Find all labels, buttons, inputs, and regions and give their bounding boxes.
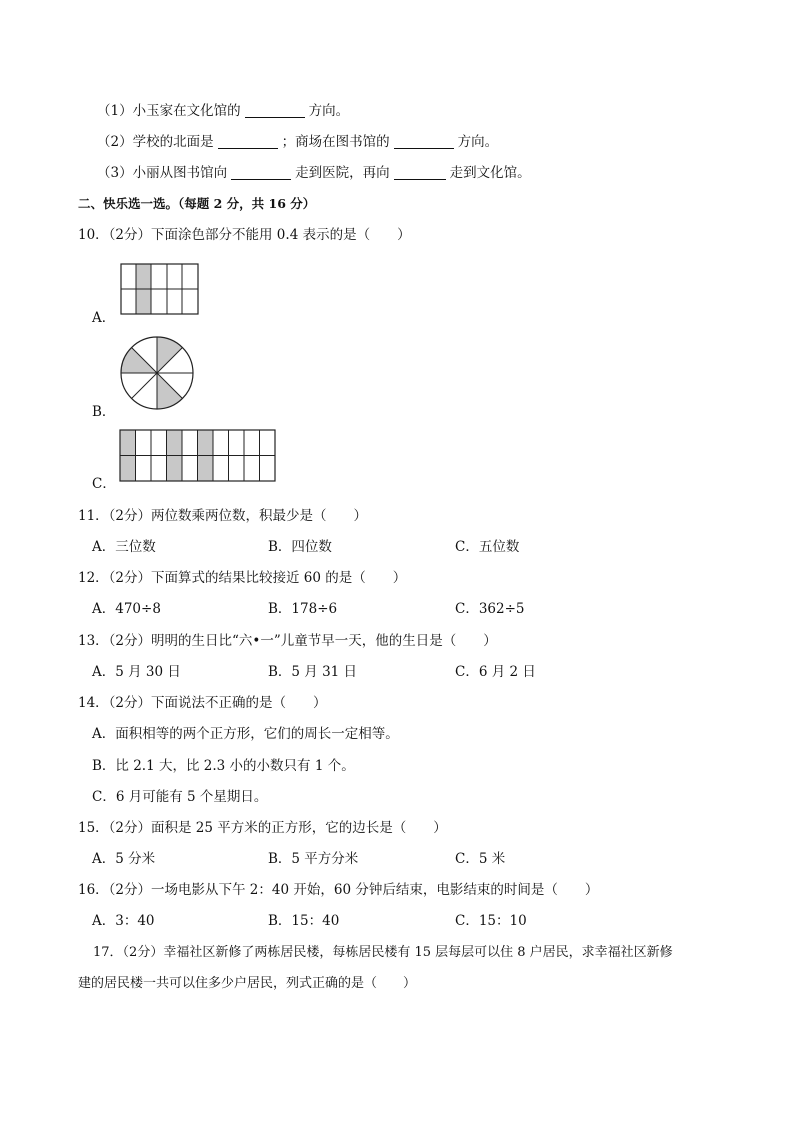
q13-option-b[interactable]: B．5 月 31 日 — [268, 664, 358, 680]
q15-option-a[interactable]: A．5 分米 — [92, 851, 156, 867]
q11-stem: 11．（2分）两位数乘两位数，积最少是（ ） — [78, 508, 368, 524]
answer-blank[interactable] — [231, 165, 291, 180]
answer-blank[interactable] — [394, 165, 446, 180]
q16-option-c[interactable]: C．15：10 — [455, 913, 527, 929]
q9-part-3-post: 走到文化馆。 — [449, 165, 531, 181]
q9-part-2-post: 方向。 — [457, 134, 499, 150]
q12-stem: 12．（2分）下面算式的结果比较接近 60 的是（ ） — [78, 570, 407, 586]
q13-option-a[interactable]: A．5 月 30 日 — [92, 664, 181, 680]
q12-option-b[interactable]: B．178÷6 — [268, 601, 338, 617]
q10-option-a-label[interactable]: A． — [92, 310, 116, 326]
q9-part-2-pre: （2）学校的北面是 — [97, 134, 214, 150]
answer-blank[interactable] — [245, 103, 305, 118]
q9-part-3-pre: （3）小丽从图书馆向 — [97, 165, 228, 181]
q10-option-b-label[interactable]: B． — [92, 404, 116, 420]
q13-option-c[interactable]: C．6 月 2 日 — [455, 664, 536, 680]
q15-stem: 15．（2分）面积是 25 平方米的正方形，它的边长是（ ） — [78, 820, 447, 836]
shaded-sector — [157, 337, 182, 373]
q12-option-a[interactable]: A．470÷8 — [92, 601, 161, 617]
q11-option-c[interactable]: C．五位数 — [455, 539, 520, 555]
section-2-title: 二、快乐选一选。（每题 2 分，共 16 分） — [78, 196, 316, 211]
q11-option-a[interactable]: A．三位数 — [92, 539, 156, 555]
q16-stem: 16．（2分）一场电影从下午 2：40 开始，60 分钟后结束，电影结束的时间是（ ） — [78, 882, 599, 898]
q11-option-b[interactable]: B．四位数 — [268, 539, 332, 555]
q9-part-2 — [97, 133, 498, 151]
q17-stem-line1: 17．（2分）幸福社区新修了两栋居民楼，每栋居民楼有 15 层每层可以住 8 户居民，求幸福社区新修 — [93, 945, 673, 960]
q9-part-1-pre: （1）小玉家在文化馆的 — [97, 103, 241, 119]
q14-stem: 14．（2分）下面说法不正确的是（ ） — [78, 695, 327, 711]
q16-option-a[interactable]: A．3：40 — [92, 913, 155, 929]
q14-option-b[interactable]: B．比 2.1 大，比 2.3 小的小数只有 1 个。 — [92, 758, 355, 774]
q16-option-b[interactable]: B．15：40 — [268, 913, 340, 929]
q9-part-1 — [97, 102, 349, 120]
q17-stem-line2: 建的居民楼一共可以住多少户居民，列式正确的是（ ） — [78, 976, 417, 991]
q13-stem: 13．（2分）明明的生日比“六•一”儿童节早一天，他的生日是（ ） — [78, 633, 497, 649]
q15-option-b[interactable]: B．5 平方分米 — [268, 851, 359, 867]
q15-option-c[interactable]: C．5 米 — [455, 851, 506, 867]
q10-stem: 10．（2分）下面涂色部分不能用 0.4 表示的是（ ） — [78, 227, 411, 243]
q12-option-c[interactable]: C．362÷5 — [455, 601, 525, 617]
shaded-sector — [157, 373, 182, 409]
q9-part-3 — [97, 164, 531, 182]
answer-blank[interactable] — [394, 134, 454, 149]
q9-part-2-mid: ；商场在图书馆的 — [281, 134, 390, 150]
q10-figure-b — [119, 335, 195, 411]
q10-figure-c — [119, 429, 277, 483]
q14-option-a[interactable]: A．面积相等的两个正方形，它们的周长一定相等。 — [92, 726, 399, 742]
shaded-sector — [121, 348, 157, 373]
q10-option-c-label[interactable]: C． — [92, 476, 116, 492]
q14-option-c[interactable]: C．6 月可能有 5 个星期日。 — [92, 789, 268, 805]
q9-part-1-post: 方向。 — [308, 103, 350, 119]
q9-part-3-mid: 走到医院，再向 — [295, 165, 390, 181]
q10-figure-a — [120, 263, 200, 317]
answer-blank[interactable] — [218, 134, 278, 149]
